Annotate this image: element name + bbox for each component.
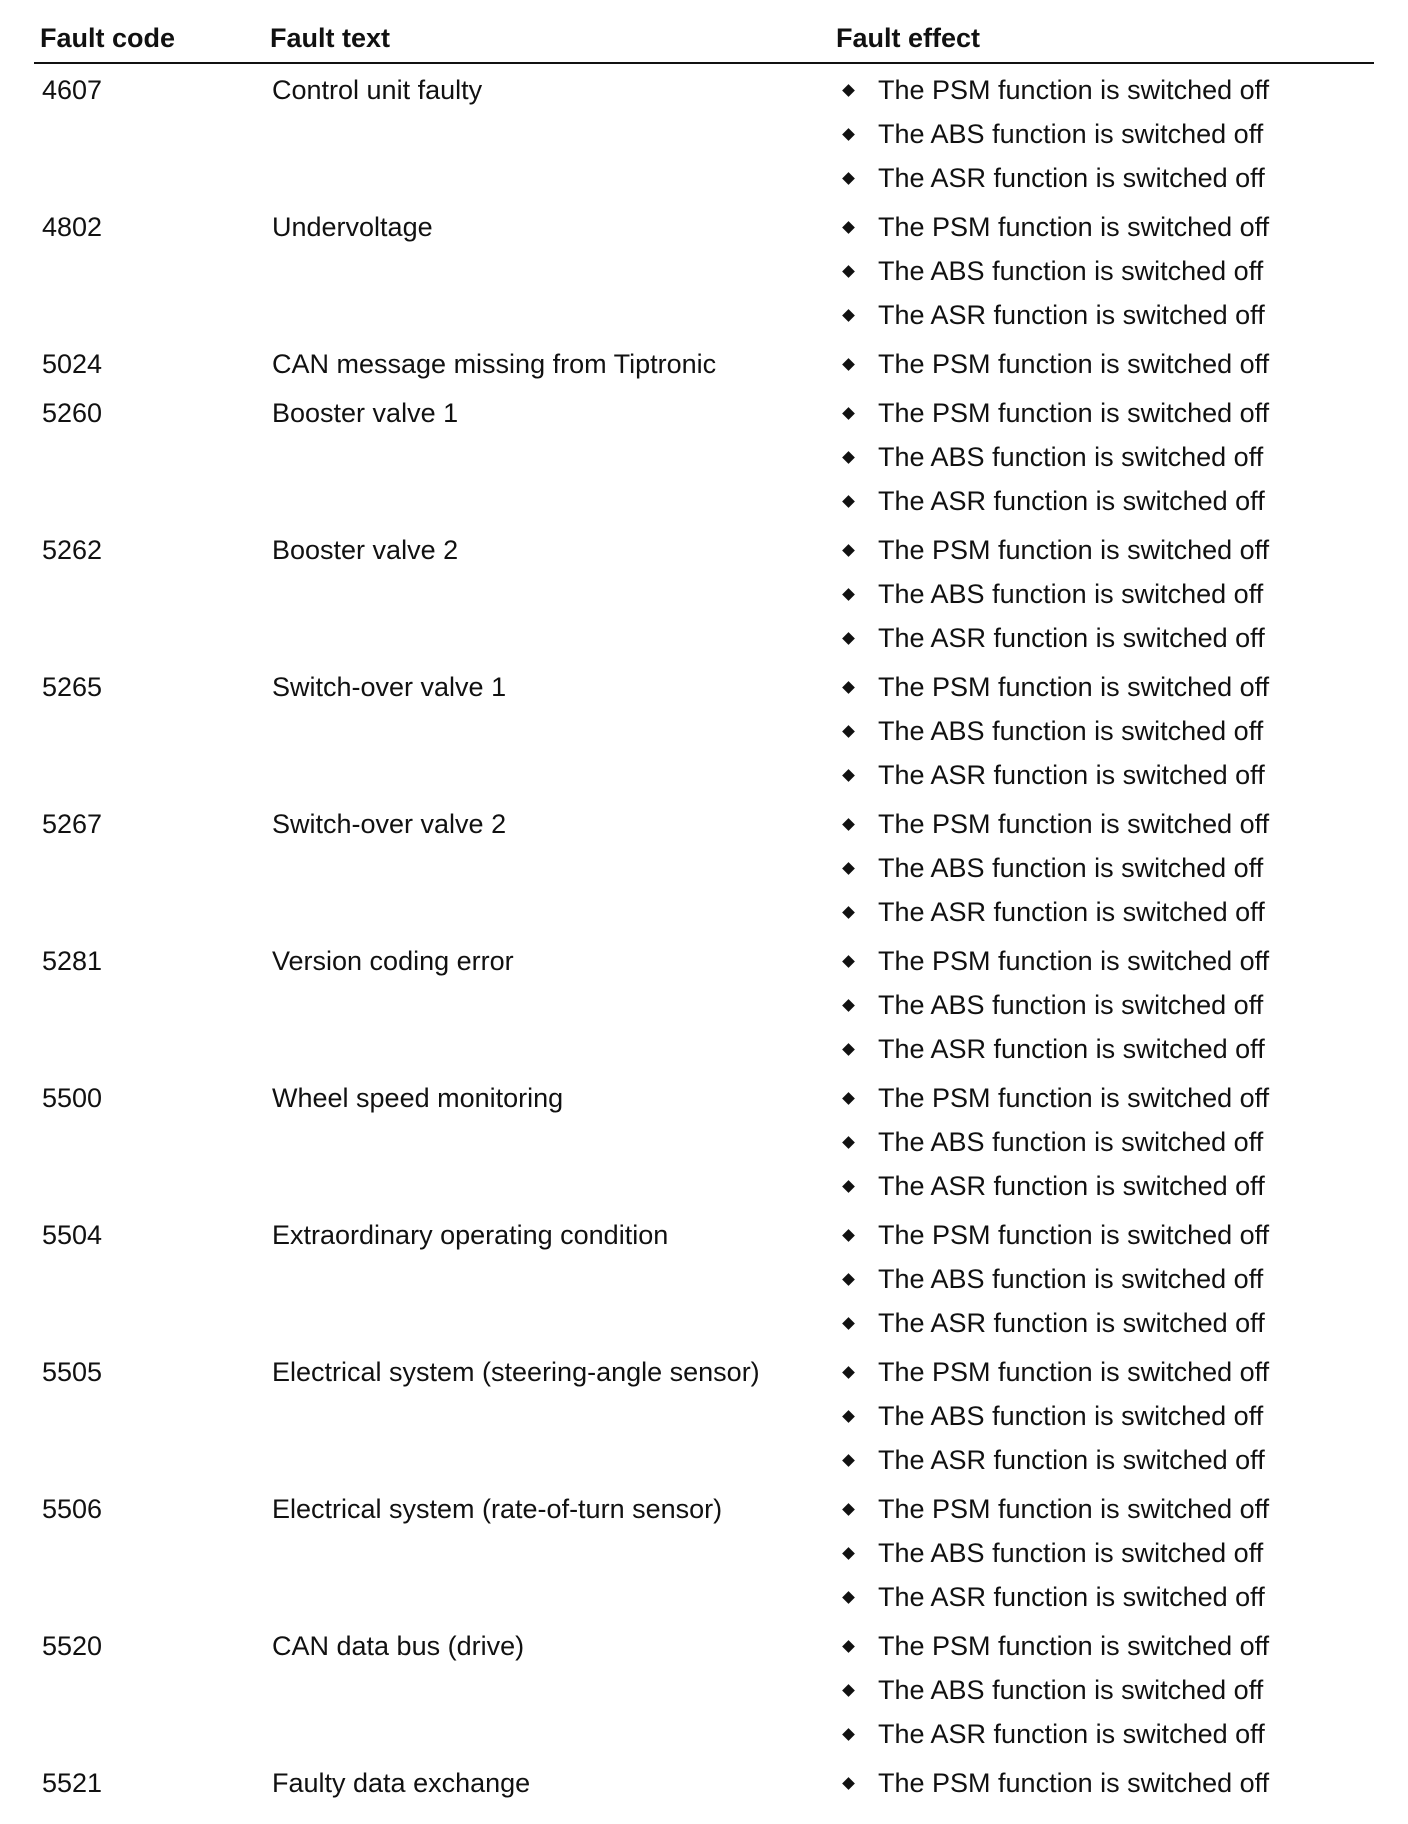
fault-effect-list [840,391,1269,523]
fault-effect-text: The ASR function is switched off [878,897,1265,927]
fault-effect-text: The PSM function is switched off [878,1357,1270,1387]
header-fault-code: Fault code [40,23,176,53]
diamond-bullet-icon [842,309,855,322]
table-row [0,342,1408,391]
fault-effect-item [840,1487,1269,1531]
fault-code: 5260 [42,398,103,428]
diamond-bullet-icon [842,1454,855,1467]
table-row [0,939,1408,1076]
diamond-bullet-icon [842,725,855,738]
table-row [0,1487,1408,1624]
fault-effect-text: The PSM function is switched off [878,1494,1270,1524]
fault-effect-text: The ABS function is switched off [878,119,1264,149]
fault-effect-text: The ABS function is switched off [878,990,1264,1020]
fault-effect-item [840,709,1269,753]
table-row [0,528,1408,665]
fault-text: Wheel speed monitoring [272,1083,564,1113]
diamond-bullet-icon [842,862,855,875]
fault-effect-list [840,1761,1269,1805]
diamond-bullet-icon [842,1092,855,1105]
fault-effect-item [840,1301,1269,1345]
fault-effect-item [840,572,1269,616]
table-row [0,1350,1408,1487]
fault-effect-item [840,435,1269,479]
fault-effect-text: The ABS function is switched off [878,1264,1264,1294]
fault-text: Extraordinary operating condition [272,1220,669,1250]
diamond-bullet-icon [842,955,855,968]
fault-effect-text: The ABS function is switched off [878,853,1264,883]
diamond-bullet-icon [842,1777,855,1790]
fault-text: Faulty data exchange [272,1768,531,1798]
fault-effect-text: The PSM function is switched off [878,672,1270,702]
fault-effect-text: The ASR function is switched off [878,1171,1265,1201]
diamond-bullet-icon [842,451,855,464]
fault-effect-item [840,1394,1269,1438]
fault-text: Switch-over valve 1 [272,672,507,702]
fault-effect-list [840,1350,1269,1482]
fault-effect-list [840,68,1269,200]
diamond-bullet-icon [842,1728,855,1741]
fault-effect-text: The ASR function is switched off [878,163,1265,193]
fault-effect-text: The ABS function is switched off [878,1538,1264,1568]
fault-effect-text: The ABS function is switched off [878,1675,1264,1705]
diamond-bullet-icon [842,1229,855,1242]
header-rule [34,62,1374,64]
fault-text: Version coding error [272,946,514,976]
diamond-bullet-icon [842,1043,855,1056]
fault-code: 5281 [42,946,103,976]
table-row [0,1076,1408,1213]
fault-effect-text: The PSM function is switched off [878,212,1270,242]
fault-effect-text: The PSM function is switched off [878,398,1270,428]
diamond-bullet-icon [842,588,855,601]
fault-effect-item [840,391,1269,435]
fault-effect-item [840,1668,1269,1712]
fault-effect-text: The ASR function is switched off [878,300,1265,330]
diamond-bullet-icon [842,1136,855,1149]
fault-effect-list [840,1624,1269,1756]
fault-effect-item [840,1575,1269,1619]
fault-effect-text: The PSM function is switched off [878,1220,1270,1250]
fault-effect-item [840,1213,1269,1257]
table-body [0,68,1408,1821]
fault-effect-item [840,846,1269,890]
fault-effect-text: The ASR function is switched off [878,1034,1265,1064]
table-row [0,391,1408,528]
fault-effect-text: The ABS function is switched off [878,256,1264,286]
fault-text: Booster valve 2 [272,535,459,565]
fault-effect-text: The ASR function is switched off [878,760,1265,790]
fault-text: Electrical system (rate-of-turn sensor) [272,1494,723,1524]
fault-effect-item [840,1120,1269,1164]
table-row [0,205,1408,342]
fault-effect-item [840,1624,1269,1668]
fault-effect-list [840,1213,1269,1345]
fault-effect-text: The ASR function is switched off [878,623,1265,653]
fault-effect-text: The ABS function is switched off [878,1127,1264,1157]
header-fault-effect: Fault effect [836,23,981,53]
diamond-bullet-icon [842,1640,855,1653]
fault-effect-item [840,939,1269,983]
diamond-bullet-icon [842,681,855,694]
fault-effect-item [840,249,1269,293]
fault-effect-list [840,939,1269,1071]
fault-effect-item [840,205,1269,249]
fault-code: 5521 [42,1768,103,1798]
fault-code: 5262 [42,535,103,565]
diamond-bullet-icon [842,1503,855,1516]
diamond-bullet-icon [842,407,855,420]
fault-effect-item [840,1438,1269,1482]
diamond-bullet-icon [842,221,855,234]
fault-text: Control unit faulty [272,75,483,105]
table-row [0,1213,1408,1350]
fault-effect-list [840,1487,1269,1619]
fault-effect-list [840,342,1269,386]
fault-code: 5505 [42,1357,103,1387]
fault-effect-item [840,1350,1269,1394]
diamond-bullet-icon [842,84,855,97]
fault-code: 5500 [42,1083,103,1113]
fault-effect-item [840,342,1269,386]
fault-effect-list [840,1076,1269,1208]
fault-effect-text: The ASR function is switched off [878,1445,1265,1475]
diamond-bullet-icon [842,128,855,141]
fault-text: CAN message missing from Tiptronic [272,349,717,379]
fault-effect-text: The PSM function is switched off [878,809,1270,839]
diamond-bullet-icon [842,1591,855,1604]
fault-effect-list [840,528,1269,660]
diamond-bullet-icon [842,1684,855,1697]
diamond-bullet-icon [842,358,855,371]
fault-effect-text: The ABS function is switched off [878,442,1264,472]
fault-effect-text: The PSM function is switched off [878,1631,1270,1661]
fault-effect-text: The PSM function is switched off [878,1768,1270,1798]
fault-text: Undervoltage [272,212,433,242]
fault-text: CAN data bus (drive) [272,1631,525,1661]
table-row [0,1624,1408,1761]
fault-effect-text: The PSM function is switched off [878,535,1270,565]
fault-code: 5504 [42,1220,103,1250]
header-fault-text: Fault text [270,23,391,53]
fault-code: 5520 [42,1631,103,1661]
diamond-bullet-icon [842,1317,855,1330]
fault-code: 5506 [42,1494,103,1524]
fault-effect-list [840,205,1269,337]
fault-text: Booster valve 1 [272,398,459,428]
fault-effect-text: The ABS function is switched off [878,716,1264,746]
fault-effect-item [840,890,1269,934]
fault-effect-text: The ABS function is switched off [878,1401,1264,1431]
fault-effect-item [840,1027,1269,1071]
diamond-bullet-icon [842,1547,855,1560]
diamond-bullet-icon [842,172,855,185]
diamond-bullet-icon [842,544,855,557]
fault-effect-text: The ASR function is switched off [878,486,1265,516]
fault-effect-item [840,1712,1269,1756]
diamond-bullet-icon [842,495,855,508]
fault-effect-item [840,753,1269,797]
fault-code: 5267 [42,809,103,839]
fault-code: 4607 [42,75,103,105]
diamond-bullet-icon [842,1410,855,1423]
table-row [0,68,1408,205]
fault-effect-text: The PSM function is switched off [878,75,1270,105]
fault-effect-item [840,1257,1269,1301]
fault-effect-item [840,665,1269,709]
fault-effect-item [840,156,1269,200]
fault-effect-item [840,802,1269,846]
fault-code: 5024 [42,349,103,379]
fault-effect-item [840,616,1269,660]
fault-effect-item [840,68,1269,112]
diamond-bullet-icon [842,1180,855,1193]
table-row [0,802,1408,939]
diamond-bullet-icon [842,818,855,831]
diamond-bullet-icon [842,999,855,1012]
fault-effect-item [840,293,1269,337]
fault-effect-item [840,112,1269,156]
table-row [0,665,1408,802]
table-row [0,1761,1408,1821]
fault-effect-item [840,479,1269,523]
fault-effect-item [840,528,1269,572]
diamond-bullet-icon [842,1366,855,1379]
fault-effect-item [840,1164,1269,1208]
fault-effect-text: The PSM function is switched off [878,1083,1270,1113]
fault-effect-text: The PSM function is switched off [878,349,1270,379]
fault-effect-text: The ASR function is switched off [878,1582,1265,1612]
fault-effect-list [840,802,1269,934]
fault-effect-text: The ASR function is switched off [878,1308,1265,1338]
fault-effect-text: The ASR function is switched off [878,1719,1265,1749]
fault-text: Electrical system (steering-angle sensor) [272,1357,760,1387]
diamond-bullet-icon [842,1273,855,1286]
fault-text: Switch-over valve 2 [272,809,507,839]
fault-effect-item [840,1531,1269,1575]
fault-code: 4802 [42,212,103,242]
diamond-bullet-icon [842,906,855,919]
fault-effect-list [840,665,1269,797]
fault-effect-text: The ABS function is switched off [878,579,1264,609]
fault-effect-item [840,983,1269,1027]
fault-effect-text: The PSM function is switched off [878,946,1270,976]
diamond-bullet-icon [842,632,855,645]
fault-code: 5265 [42,672,103,702]
fault-effect-item [840,1761,1269,1805]
diamond-bullet-icon [842,265,855,278]
diamond-bullet-icon [842,769,855,782]
fault-effect-item [840,1076,1269,1120]
